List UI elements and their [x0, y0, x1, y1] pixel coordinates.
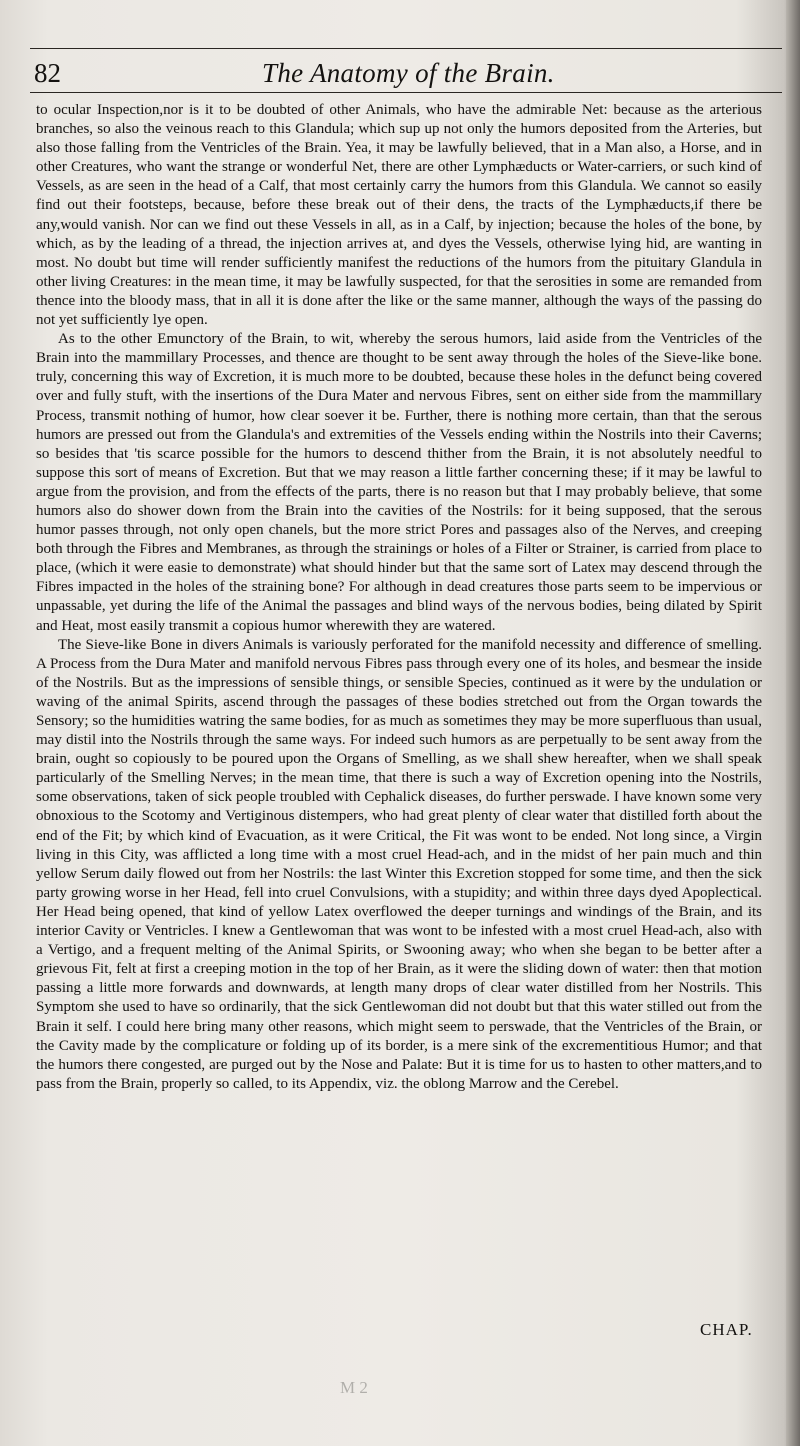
catchword: CHAP.	[700, 1320, 753, 1339]
page-edge-shadow	[786, 0, 800, 1446]
running-head: The Anatomy of the Brain.	[262, 58, 555, 88]
header-rule	[30, 92, 782, 93]
paragraph-3: The Sieve-like Bone in divers Animals is variously perforated for the manifold necessity and difference of smelling. A Process from the Dura Mater and manifold nervous Fibres pass through every one of its holes, and besmear the inside of the Nostrils. But as the impressions of sensible things, or sensible Species, continued as it were by the undulation or waving of the animal Spirits, ascend through the passages of these bodies stretched out from the Organ towards the Sensory; so the humidities watring the same bodies, for as much as sometimes they may be more superfluous than usual, may distil into the Nostrils through the same ways. For indeed such humors as are perpetually to be sent away from the brain, ought so copiously to be poured upon the Organs of Smelling, as we shall shew hereafter, when we shall speak particularly of the Smelling Nerves; in the mean time, that there is such a way of Excretion opening into the Nostrils, some observations, taken of sick people troubled with Cephalick diseases, do further perswade. I have known some very obnoxious to the Scotomy and Vertiginous distempers, who had great plenty of clear water that distilled forth about the end of the Fit; by which kind of Evacuation, as it were Critical, the Fit was wont to be ended. Not long since, a Virgin living in this City, was afflicted a long time with a most cruel Head-ach, and in the midst of her pain much and thin yellow Serum daily flowed out from her Nostrils: the last Winter this Excretion stopped for some time, and then the sick party growing worse in her Head, fell into cruel Convulsions, with a stupidity; and within three days dyed Apoplectical. Her Head being opened, that kind of yellow Latex overflowed the deeper turnings and windings of the Brain, and its interior Cavity or Ventricles. I knew a Gentlewoman that was wont to be infested with a most cruel Head-ach, also with a Vertigo, and a frequent melting of the Animal Spirits, or Swooning away; who when she began to be better after a grievous Fit, felt at first a creeping motion in the top of her Brain, as it were the sliding down of water: then that motion passing a little more forwards and downwards, at length many drops of clear water distilled from her Nostrils. This Symptom she used to have so ordinarily, that the sick Gentlewoman did not doubt but that this water stilled out from the Brain it self. I could here bring many other reasons, which might seem to perswade, that the Ventricles of the Brain, or the Cavity made by the complicature or folding up of its border, is a mere sink of the excrementitious Humor; and that the humors there congested, are purged out by the Nose and Palate: But it is time for us to hasten to other matters,and to pass from the Brain, properly so called, to its Appendix, viz. the oblong Marrow and the Cerebel.	[36, 636, 762, 1092]
signature-mark: M 2	[340, 1378, 368, 1397]
paragraph-1: to ocular Inspection,nor is it to be doubted of other Animals, who have the admirable Net: because as the arterious branches, so also the veinous reach to this Glandula; which sup up not only the humors deposited from the Arteries, but also those falling from the Ventricles of the Brain. Yea, it may be lawfully believed, that in a Man also, a Horse, and in other Creatures, who want the strange or wonderful Net, there are other Lymphæducts or Water-carriers, or such kind of Vessels, as are seen in the head of a Calf, that most certainly carry the humors from this Glandula. We cannot so easily find out their footsteps, because, before these break out of their dens, the tracts of the Lymphæducts,if there be any,would vanish. Nor can we find out these Vessels in all, as in a Calf, by injection; because the holes of the bone, by which, as by the leading of a thread, the injection arrives at, and dyes the Vessels, otherwise lying hid, are wanting in most. No doubt but time will render sufficiently manifest the reductions of the humors from the pituitary Glandula in other living Creatures: in the mean time, it may be lawfully suspected, for that the serosities in some are remanded from thence into the bloody mass, that in all it is done after the like or the same manner, although the ways of the passing do not yet sufficiently lye open.	[36, 102, 762, 329]
body-text	[36, 101, 762, 1094]
top-rule	[30, 48, 782, 49]
page-number: 82	[34, 58, 61, 88]
paragraph-2: As to the other Emunctory of the Brain, to wit, whereby the serous humors, laid aside from the Ventricles of the Brain into the mammillary Processes, and thence are thought to be sent away through the holes of the Sieve-like bone. truly, concerning this way of Excretion, it is much more to be doubted, because these holes in the defunct being covered over and fully stuft, with the insertions of the Dura Mater and nervous Fibres, sent on either side from the mammillary Process, transmit nothing of humor, how clear soever it be. Further, there is nothing more certain, than that the serous humors are pressed out from the Glandula's and extremities of the Vessels ending within the Nostrils into their Caverns; so besides that 'tis scarce possible for the humors to descend thither from the Brain, it is not absolutely needful to suppose this sort of means of Excretion. But that we may reason a little farther concerning these; if it may be lawful to argue from the provision, and from the effects of the parts, there is no reason but that I may probably believe, that some humors also do shower down from the Brain into the cavities of the Nostrils: for it being supposed, that the serous humor passes through, not only open chanels, but the more strict Pores and passages also of the Nerves, and creeping both through the Fibres and Membranes, as through the strainings or holes of a Filter or Strainer, is carried from place to place, (which it were easie to demonstrate) what should hinder but that the same sort of Latex may descend through the Fibres impacted in the holes of the straining bone? For although in dead creatures those parts seem to be impervious or unpassable, yet during the life of the Animal the passages and blind ways of the nervous bodies, being dilated by Spirit and Heat, most easily transmit a copious humor wherewith they are watered.	[36, 331, 762, 634]
